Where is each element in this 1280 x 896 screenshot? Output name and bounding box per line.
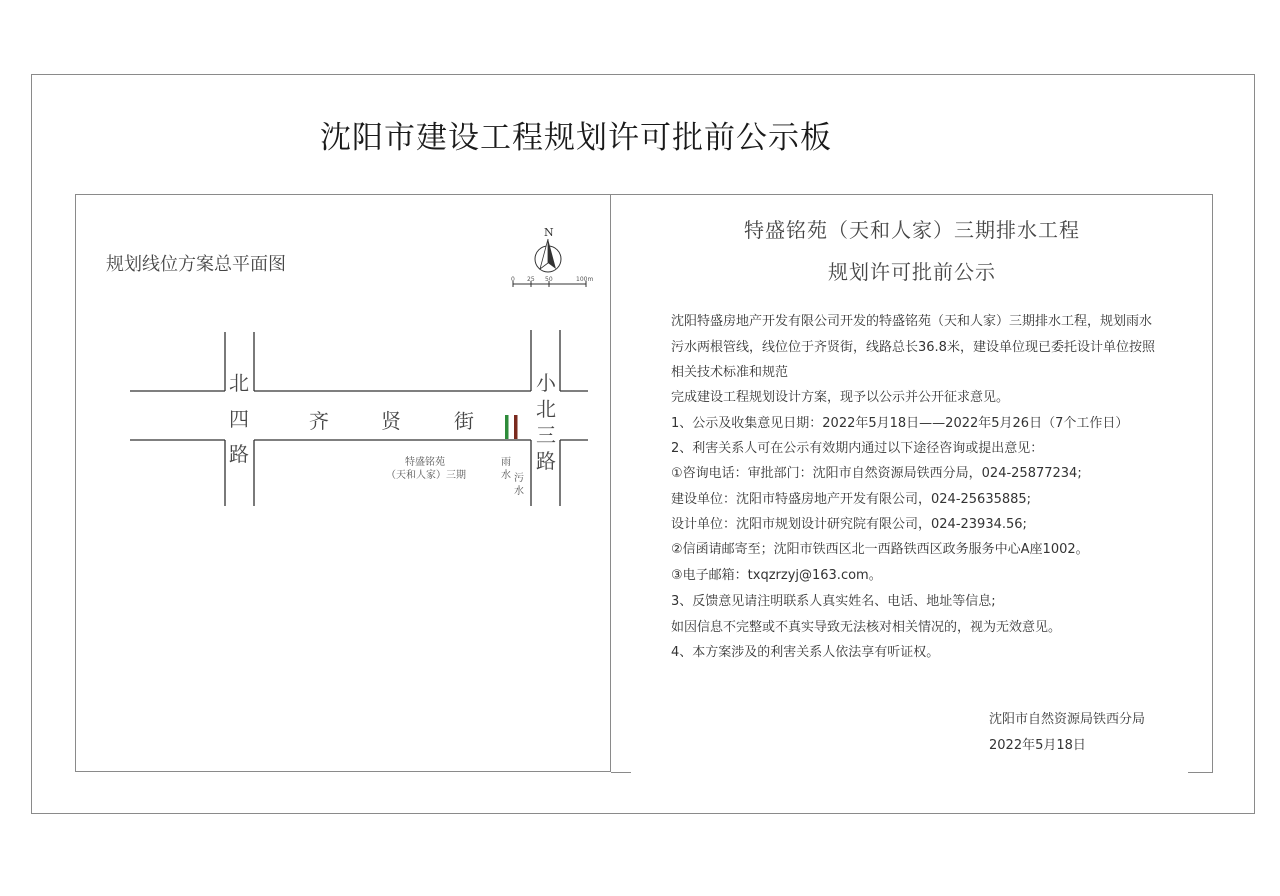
scale-tick: 0 — [511, 276, 515, 283]
road-label-qi-xian-jie: 贤 — [381, 409, 401, 433]
road-label-xiao-bei-san-lu: 北 — [536, 397, 556, 421]
road-label-xiao-bei-san-lu: 小 — [536, 371, 556, 395]
scale-tick: 50 — [545, 276, 553, 283]
road-label-xiao-bei-san-lu: 三 — [536, 423, 556, 447]
notice-line: 相关技术标准和规范 — [671, 365, 789, 380]
notice-line: 3、反馈意见请注明联系人真实姓名、电话、地址等信息; — [671, 594, 996, 609]
notice-line: 建设单位：沈阳市特盛房地产开发有限公司，024-25635885; — [671, 492, 1032, 507]
rain-pipe-label: 水 — [501, 470, 511, 481]
notice-line: 污水两根管线，线位位于齐贤街，线路总长36.8米，建设单位现已委托设计单位按照 — [671, 340, 1155, 355]
notice-line: 如因信息不完整或不真实导致无法核对相关情况的，视为无效意见。 — [671, 620, 1062, 635]
project-label: 特盛铭苑 — [405, 457, 445, 468]
rain-pipe — [505, 415, 509, 439]
road-label-bei-si-lu: 北 — [229, 371, 249, 395]
notice-line: 设计单位：沈阳市规划设计研究院有限公司，024-23934.56; — [671, 517, 1027, 532]
notice-line: ②信函请邮寄至；沈阳市铁西区北一西路铁西区政务服务中心A座1002。 — [671, 542, 1089, 557]
notice-line: 4、本方案涉及的利害关系人依法享有听证权。 — [671, 645, 940, 660]
notice-line: ③电子邮箱：txqzrzyj@163.com。 — [671, 568, 882, 583]
notice-subtitle: 规划许可批前公示 — [828, 260, 996, 284]
notice-line: 1、公示及收集意见日期：2022年5月18日——2022年5月26日（7个工作日） — [671, 416, 1129, 431]
scale-tick: 100m — [576, 276, 594, 283]
sewage-pipe-label: 水 — [514, 486, 524, 497]
road-label-qi-xian-jie: 齐 — [309, 409, 329, 433]
road-label-qi-xian-jie: 街 — [454, 409, 474, 433]
notice-line: 完成建设工程规划设计方案，现予以公示并公开征求意见。 — [671, 390, 1010, 405]
notice-line: 2、利害关系人可在公示有效期内通过以下途径咨询或提出意见： — [671, 441, 1044, 456]
north-arrow-icon — [535, 239, 561, 272]
road-label-bei-si-lu: 四 — [229, 407, 249, 431]
north-label: N — [544, 226, 554, 239]
signature-date: 2022年5月18日 — [989, 738, 1086, 753]
notice-title: 特盛铭苑（天和人家）三期排水工程 — [744, 218, 1080, 242]
notice-line: ①咨询电话：审批部门：沈阳市自然资源局铁西分局，024-25877234; — [671, 466, 1082, 481]
notice-line: 沈阳特盛房地产开发有限公司开发的特盛铭苑（天和人家）三期排水工程，规划雨水 — [671, 314, 1153, 329]
project-label: （天和人家）三期 — [386, 470, 466, 481]
sewage-pipe-label: 污 — [514, 473, 524, 484]
sewage-pipe — [514, 415, 518, 439]
road-label-bei-si-lu: 路 — [229, 442, 249, 466]
map-title: 规划线位方案总平面图 — [106, 254, 286, 275]
rain-pipe-label: 雨 — [501, 457, 511, 468]
scale-tick: 25 — [527, 276, 535, 283]
road-label-xiao-bei-san-lu: 路 — [536, 449, 556, 473]
page-title: 沈阳市建设工程规划许可批前公示板 — [320, 120, 832, 156]
signature-org: 沈阳市自然资源局铁西分局 — [989, 712, 1146, 727]
